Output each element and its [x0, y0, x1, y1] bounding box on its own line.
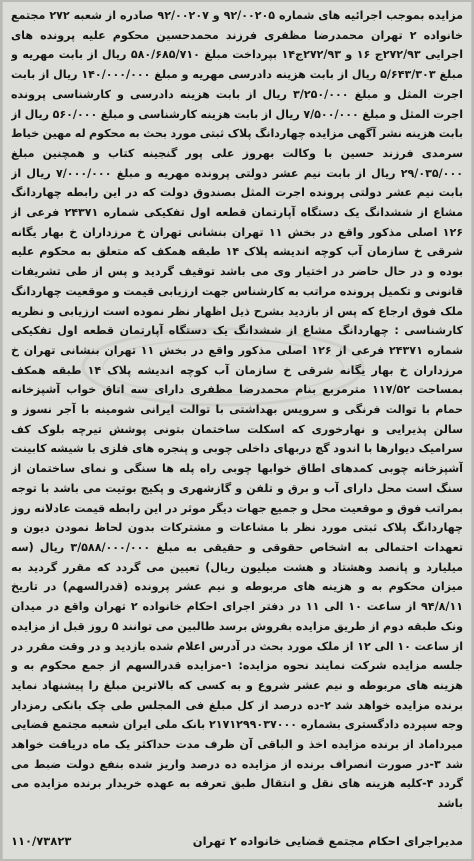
- newspaper-clipping: [2, 2, 472, 859]
- notice-body: [11, 6, 463, 829]
- issuing-agency: مدیراجرای احکام مجتمع قضایی خانواده ۲ تهران: [192, 834, 463, 848]
- notice-footer: [11, 831, 463, 855]
- notice-heading: مزایده: [428, 9, 463, 22]
- notice-code: ۱۱۰/۷۳۸۲۳: [11, 834, 72, 848]
- notice-text: بموجب اجرائیه های شماره ۹۲/۰۰۲۰۵ و ۹۲/۰۰۲۰۷ صادره از شعبه ۲۷۲ مجتمع خانواده ۲ تهران محمدرضا مظفری فرزند محمدحسین محکوم علیه پرونده های اجرایی ۲۷۲/۹۳ج ۱۶ و ۲۷۲/۹۳ج۱۴ بپرداخت مبلغ ۵۸۰/۶۸۵/۷۱۰ ریال از بابت مهریه و مبلغ ۵/۶۴۳/۳۰۳ ریال از بابت هزینه دادرسی مهریه و مبلغ ۱۴۰/۰۰۰/۰۰۰ ریال از بابت اجرت المثل و مبلغ ۳/۲۵۰/۰۰۰ ریال از بابت هزینه دادرسی و کارشناسی پرونده اجرت المثل و مبلغ ۷/۵۰۰/۰۰۰ ریال از بابت هزینه کارشناسی و مبلغ ۵۶۰/۰۰۰ ریال از بابت هزینه نشر آگهی مزایده چهاردانگ پلاک ثبتی مورد بحث به محکوم له مهین خیاط سرمدی فرزند حسین با وکالت بهروز علی پور گنجینه کتاب و همچنین مبلغ ۲۹/۰۳۵/۰۰۰ ریال از بابت نیم عشر دولتی پرونده مهریه و مبلغ ۷/۰۰۰/۰۰۰ ریال از بابت نیم عشر دولتی پرونده اجرت المثل بصندوق دولت که در این رابطه چهاردانگ مشاع از ششدانگ یک دستگاه آپارتمان قطعه اول تفکیکی شماره ۲۴۳۷۱ فرعی از ۱۲۶ اصلی مذکور واقع در بخش ۱۱ تهران بنشانی تهران خ مرزداران خ بهار یگانه شرقی خ سازمان آب کوچه اندیشه پلاک ۱۴ طبقه همکف که متعلق به محکوم علیه بوده و در حال حاضر در اختیار وی می باشد توقیف گردید و پس از طی تشریفات قانونی و تکمیل پرونده مراتب به کارشناس جهت ارزیابی قیمت و موقعیت چهاردانگ ملک فوق ارجاع که پس از بازدید بشرح ذیل اظهار نظر نموده است ارزیابی و نظریه کارشناسی : چهاردانگ مشاع از ششدانگ یک دستگاه آپارتمان قطعه اول تفکیکی شماره ۲۴۳۷۱ فرعی از ۱۲۶ اصلی مذکور واقع در بخش ۱۱ تهران بنشانی تهران خ مرزداران خ بهار یگانه شرقی خ سازمان آب کوچه اندیشه پلاک ۱۴ طبقه همکف بمساحت ۱۱۷/۵۲ مترمربع بنام محمدرضا مظفری دارای سه اتاق خواب آشپزخانه حمام با توالت فرنگی و سرویس بهداشتی با توالت ایرانی شومینه با آجر نسوز و سالن پذیرایی و نهارخوری که اسکلت ساختمان بتونی پوشش تیرچه بلوک کف سرامیک دیوارها با اندود گچ دربهای داخلی چوبی و پنجره های فلزی با شیشه کابینت آشپزخانه چوبی کمدهای اطاق خوابها چوبی راه پله ها سنگی و نمای ساختمان از سنگ است محل دارای آب و برق و تلفن و گازشهری و پکیج بوتیت می باشد با توجه بمراتب فوق و موقعیت محل و جمیع جهات دیگر موثر در این رابطه قیمت عادلانه روز چهاردانگ پلاک ثبتی مورد نظر با مشاعات و مشترکات بدون لحاظ نمودن دیون و تعهدات احتمالی به اشخاص حقوقی و حقیقی به مبلغ ۳/۵۸۸/۰۰۰/۰۰۰ ریال (سه میلیارد و پانصد وهشتاد و هشت میلیون ریال) تعیین می گردد که مقرر گردید به میزان محکوم به و هزینه های مربوطه و نیم عشر پرونده (قدرالسهم) در تاریخ ۹۴/۸/۱۱ از ساعت ۱۰ الی ۱۱ در دفتر اجرای احکام خانواده ۲ تهران واقع در میدان ونک طبقه دوم از طریق مزایده بفروش برسد طالبین می توانند ۵ روز قبل از مزایده از ساعت ۱۰ الی ۱۲ از ملک مورد بحث در آدرس اعلام شده بازدید و در وقت مقرر در جلسه مزایده شرکت نمایند نحوه مزایده: ۱-مزایده قدرالسهم از جمع محکوم به و هزینه های مربوطه و نیم عشر شروع و به کسی که بالاترین مبلغ را پیشنهاد نماید برنده مزایده خواهد شد ۲-ده درصد از کل مبلغ فی المجلس طی چک بانکی رمزدار وجه سپرده دادگستری بشماره ۲۱۷۱۲۹۹۰۳۷۰۰۰ بانک ملی ایران شعبه مجتمع قضایی میرداماد از برنده مزایده اخذ و الباقی آن ظرف مدت حداکثر یک ماه دریافت خواهد شد ۳-در صورت انصراف برنده از مزایده ده درصد واریز شده بنفع دولت ضبط می گردد ۴-کلیه هزینه های نقل و انتقال طبق تعرفه به عهده خریدار برنده مزایده می باشد: [11, 9, 463, 811]
